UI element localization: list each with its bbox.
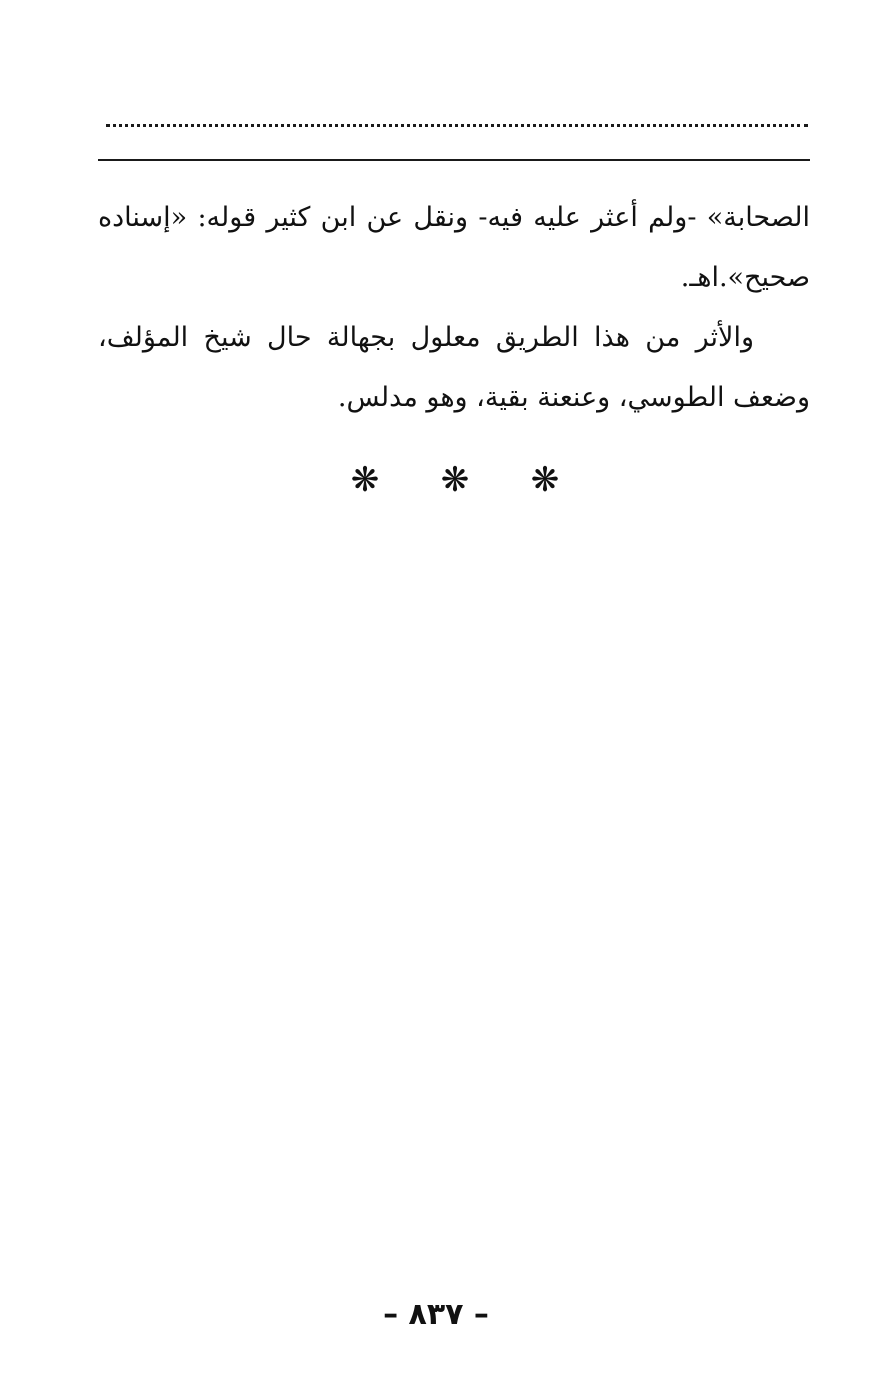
footnote-text-block: [98, 188, 810, 428]
footnote-paragraph-2: والأثر من هذا الطريق معلول بجهالة حال شيخ المؤلف، وضعف الطوسي، وعنعنة بقية، وهو مدلس.: [98, 322, 810, 413]
footnote-paragraph-1: الصحابة» -ولم أعثر عليه فيه- ونقل عن ابن كثير قوله: «إسناده صحيح».اهـ.: [98, 202, 810, 293]
asterisk-icon: ❋: [350, 460, 380, 500]
page-number: – ٨٣٧ –: [383, 1297, 489, 1332]
section-separator-asterisks: [340, 455, 570, 505]
asterisk-icon: ❋: [440, 460, 470, 500]
asterisk-icon: ❋: [530, 460, 560, 500]
dotted-divider: [106, 124, 808, 127]
footnote-separator-line: [98, 159, 810, 161]
